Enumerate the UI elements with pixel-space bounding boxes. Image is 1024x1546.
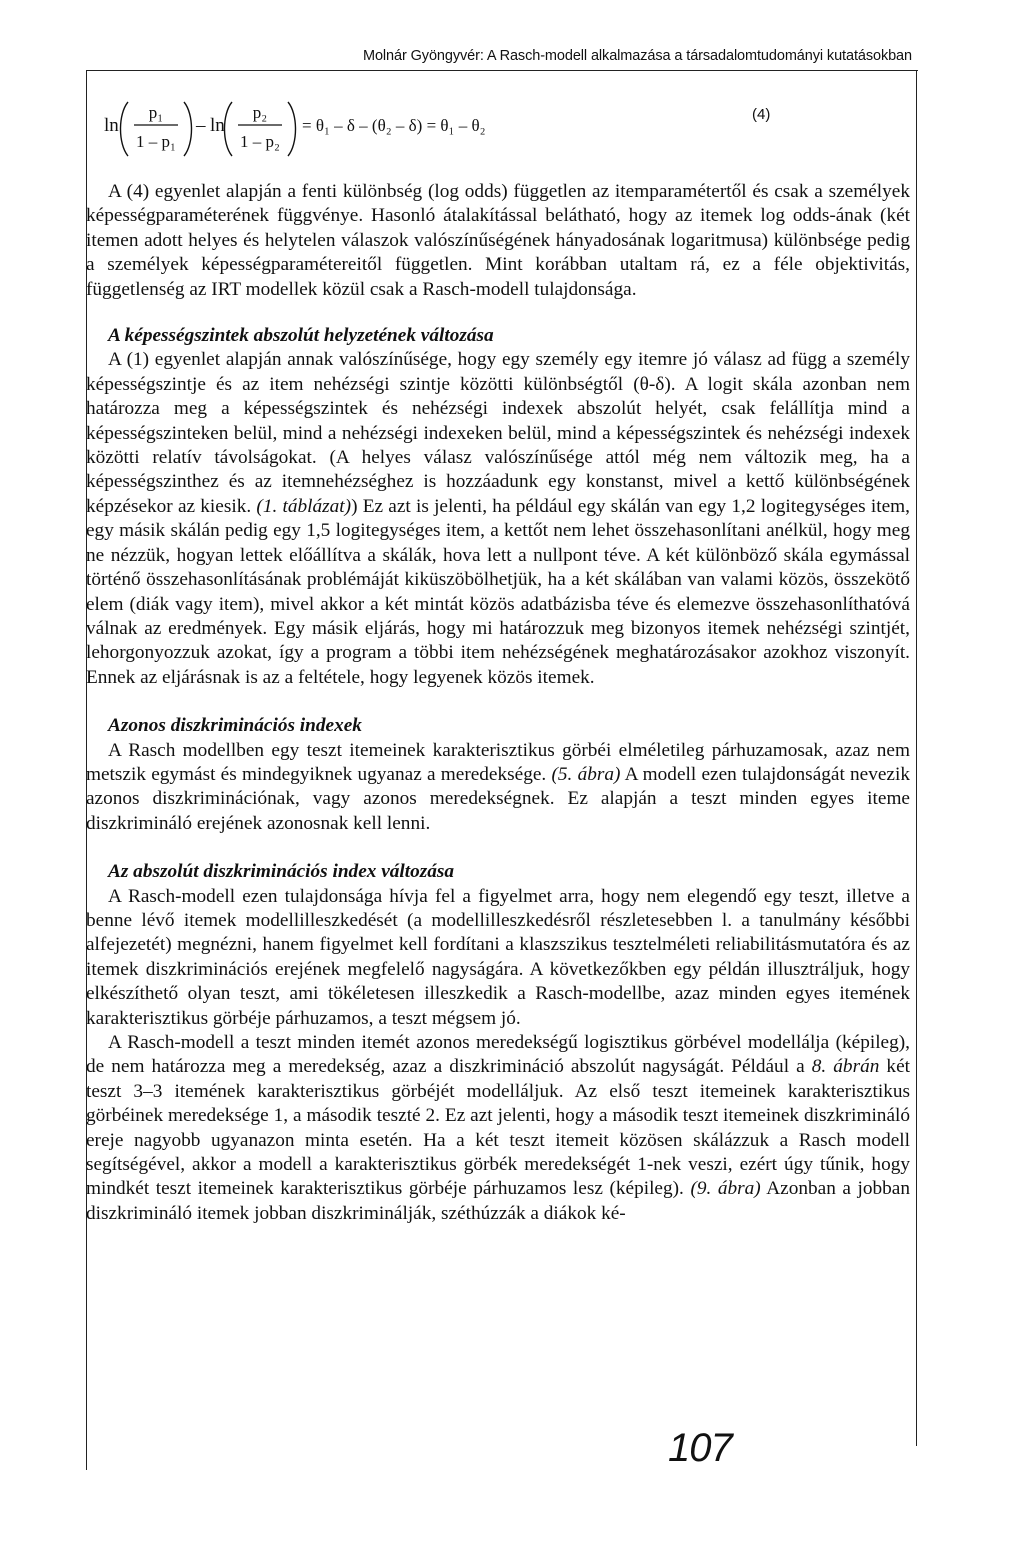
page-number: 107 — [668, 1426, 732, 1470]
figure-reference: (9. ábra) — [690, 1178, 761, 1200]
figure-reference: (5. ábra) — [551, 763, 621, 785]
paragraph: A (4) egyenlet alapján a fenti különbség (log odds) független az itemparamétertől és csak a személyek képességparaméterének függvénye. Hasonló átalakítással belátható, hogy az itemek log odds-ának (két itemen adott helyes és helytelen válaszok valószínűségének hányadosának logaritmusa) különbsége pedig a személyek képességparamétereitől független. Mint korábban utaltam rá, ez a féle objektivitás, függetlenség az IRT modellek közül csak a Rasch-modell tulajdonsága. — [86, 181, 910, 300]
paragraph — [86, 1031, 910, 1226]
numerator-p1: p₁ — [148, 103, 164, 122]
section-heading: Az abszolút diszkriminációs index változása — [108, 861, 455, 883]
ln-2: ln — [210, 115, 225, 136]
right-paren-2 — [288, 102, 296, 156]
paragraph — [86, 348, 910, 690]
header-rule — [86, 70, 918, 71]
section-heading: Azonos diszkriminációs indexek — [108, 715, 362, 737]
equation-number: (4) — [752, 106, 771, 123]
left-paren-2 — [225, 102, 233, 156]
paragraph-text: ) Ez azt is jelenti, ha például egy skálán van egy 1,2 logitegységes item, egy másik skálán pedig egy 1,5 logitegységes item, a kettőt nem lehet összehasonlítani anélkül, hogy meg ne nézzük, hogyan lettek előállítva a skálák, hova lett a nullpont téve. A két különböző skála egymással történő összehasonlításának problémáját kiküszöbölhetjük, ha a két skálában van valami közös, összekötő elem (diák vagy item), mivel akkor a két mintát közös adatbázisba téve és elemezve összehasonlíthatóvá válnak az eredmények. Egy másik eljárás, hogy mi határozzuk meg bizonyos itemek nehézségi szintjét, lehorgonyozzuk azokat, így a program a többi item nehézségének meghatározásakor azokhoz viszonyít. Ennek az eljárásnak is az a feltétele, hogy legyenek közös itemek. — [86, 495, 910, 688]
right-paren-1 — [184, 102, 192, 156]
paragraph-text: A modell ezen tulajdonságát nevezik azonos diszkriminációnak, vagy azonos meredekségnek. Ez alapján a teszt minden egyes iteme diszkrimináló erejének azonosnak kell lenni. — [86, 763, 910, 834]
left-paren-1 — [121, 102, 129, 156]
paragraph-text: A (1) egyenlet alapján annak valószínűsége, hogy egy személy egy itemre jó válasz ad függ a személy képességszintje és az item nehézségi szintje közötti különbségtől (θ-δ). A logit skála azonban nem határozza meg a képességszintek és nehézségi indexek abszolút helyét, csak felállítja mind a képességszinteken belül, mind a nehézségi indexeken belül, mind a képességszintek és nehézségi indexek közötti relatív távolságokat. (A helyes válasz valószínűsége attól még nem változik meg, ha a képességszinthez és az itemnehézséghez is hozzáadunk egy konstanst, mivel a kettő különbségének képzésekor az kiesik. — [86, 349, 910, 517]
body-text — [86, 180, 910, 1226]
paragraph-text: két teszt 3–3 itemének karakterisztikus görbéjét modelláljuk. Az első teszt itemeinek karakterisztikus görbéinek meredeksége 1, a második teszté 2. Ez azt jelenti, hogy a második teszt itemeinek diszkrimináló ereje nagyobb ugyanazon minta esetén. Ha a két teszt itemeit közösen skálázzuk a Rasch modell segítségével, akkor a modell a karakterisztikus görbék meredekségét 1-nek veszi, ezért úgy tűnik, hogy mindkét teszt itemeinek karakterisztikus görbéje párhuzamos lesz (képileg). — [86, 1056, 910, 1200]
section-heading: A képességszintek abszolút helyzetének változása — [108, 325, 494, 347]
figure-reference: 8. ábrán — [811, 1056, 880, 1078]
paragraph-text: A Rasch modellben egy teszt itemeinek karakterisztikus görbéi elméletileg párhuzamosak, azaz nem metszik egymást és mindegyiknek ugyanaz a meredeksége. — [86, 739, 910, 785]
numerator-p2: p₂ — [252, 103, 268, 122]
paragraph — [86, 739, 910, 837]
equation-rhs: = θ₁ – δ – (θ₂ – δ) = θ₁ – θ₂ — [302, 116, 486, 135]
equation-4 — [104, 92, 904, 162]
denominator-1-p1: 1 – p₁ — [136, 132, 176, 151]
paragraph-text: A Rasch-modell a teszt minden itemét azonos meredekségű logisztikus görbével modellálja (képileg), de nem határozza meg a meredekség, azaz a diszkrimináció abszolút nagyságát. Például a — [86, 1032, 910, 1078]
paragraph-text: Azonban a jobban diszkrimináló itemek jobban diszkriminálják, széthúzzák a diákok ké- — [86, 1178, 910, 1224]
ln-1: ln — [104, 115, 119, 136]
denominator-1-p2: 1 – p₂ — [240, 132, 280, 151]
right-margin-rule — [916, 70, 917, 1446]
running-head: Molnár Gyöngyvér: A Rasch-modell alkalmazása a társadalomtudományi kutatásokban — [362, 48, 912, 64]
paragraph: A Rasch-modell ezen tulajdonsága hívja fel a figyelmet arra, hogy nem elegendő egy teszt, illetve a benne lévő itemek modellilleszkedését (a modellilleszkedésről részletesebben l. a tanulmány későbbi alfejezetét) megnézni, hanem figyelmet kell fordítani a klaszszikus tesztelméleti reliabilitásmutatóra és az itemek diszkriminációs erejének megfelelő nagyságára. A következőkben egy példán illusztráljuk, hogy elkészíthető olyan teszt, ami tökéletesen illeszkedik a Rasch-modellbe, azaz minden egyes itemének karakterisztikus görbéje párhuzamos, a teszt mégsem jó. — [86, 885, 910, 1029]
minus-sign: – — [196, 115, 206, 136]
table-reference: (1. táblázat) — [256, 495, 352, 517]
